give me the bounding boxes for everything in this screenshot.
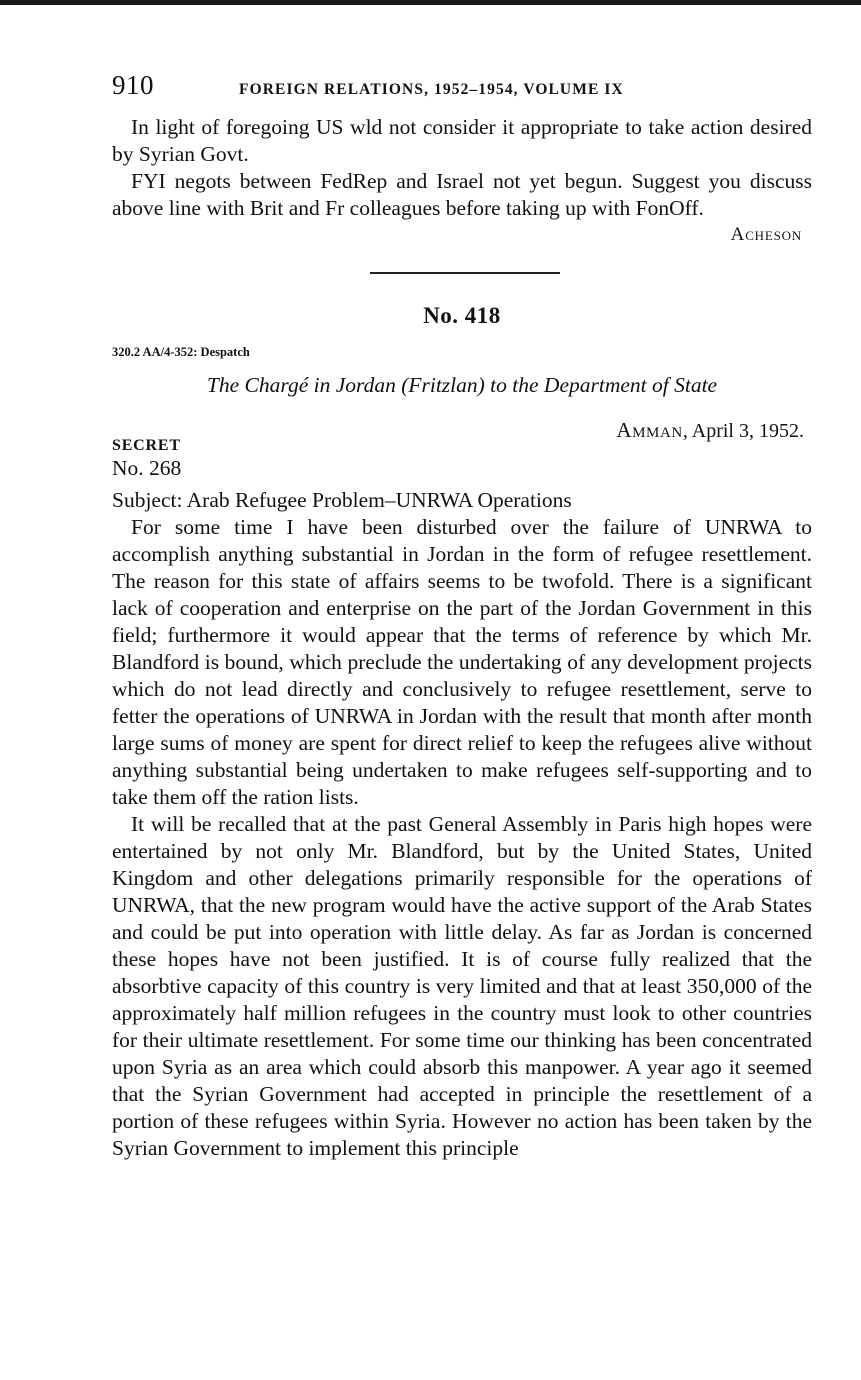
document-number: No. 418 [423,303,501,328]
dateline-date: , April 3, 1952. [682,420,804,442]
subject-line: Subject: Arab Refugee Problem–UNRWA Operations [112,488,572,512]
document-page [112,70,812,1162]
section-divider [370,272,560,274]
body-paragraph: For some time I have been disturbed over the failure of UNRWA to accomplish anything substantial in Jordan in the form of refugee resettlement. The reason for this state of affairs seems to be twofold. There is a significant lack of cooperation and enterprise on the part of the Jordan Government in this field; furthermore it would appear that the terms of reference by which Mr. Blandford is bound, which preclude the undertaking of any development projects which do not lead directly and conclusively to refugee resettlement, serve to fetter the operations of UNRWA in Jordan with the result that month after month large sums of money are spent for direct relief to keep the refugees alive without anything substantial being undertaken to make refugees self-supporting and to take them off the ration lists. [112,515,812,809]
classification-marking: SECRET [112,437,181,454]
despatch-number: No. 268 [112,456,182,480]
classification-dateline-row [112,418,812,455]
running-header [112,70,812,114]
running-title: FOREIGN RELATIONS, 1952–1954, VOLUME IX [239,81,624,98]
document-heading: The Chargé in Jordan (Fritzlan) to the Department of State [206,373,718,397]
body-paragraph: It will be recalled that at the past General Assembly in Paris high hopes were entertained by not only Mr. Blandford, but by the United States, United Kingdom and other delegations primarily responsible for the operations of UNRWA, that the new program would have the active support of the Arab States and could be put into operation with little delay. As far as Jordan is concerned these hopes have not been justified. It is of course fully realized that the absorbtive capacity of this country is very limited and that at least 350,000 of the approximately half million refugees in the country must look to other countries for their ultimate resettlement. For some time our thinking has been concentrated upon Syria as an area which could absorb this manpower. A year ago it seemed that the Syrian Government had accepted in principle the resettlement of a portion of these refugees within Syria. However no action has been taken by the Syrian Government to implement this principle [112,812,812,1160]
signature: Acheson [730,224,802,245]
previous-document-paragraph: FYI negots between FedRep and Israel not yet begun. Suggest you discuss above line with Brit and Fr colleagues before taking up with FonOff. [112,169,812,220]
file-reference: 320.2 AA/4-352: Despatch [112,345,250,359]
dateline-place: Amman [616,418,683,442]
previous-document-paragraph: In light of foregoing US wld not consider it appropriate to take action desired by Syrian Govt. [112,115,812,166]
dateline [616,418,812,455]
page-number: 910 [112,70,154,100]
scan-top-border [0,0,861,5]
